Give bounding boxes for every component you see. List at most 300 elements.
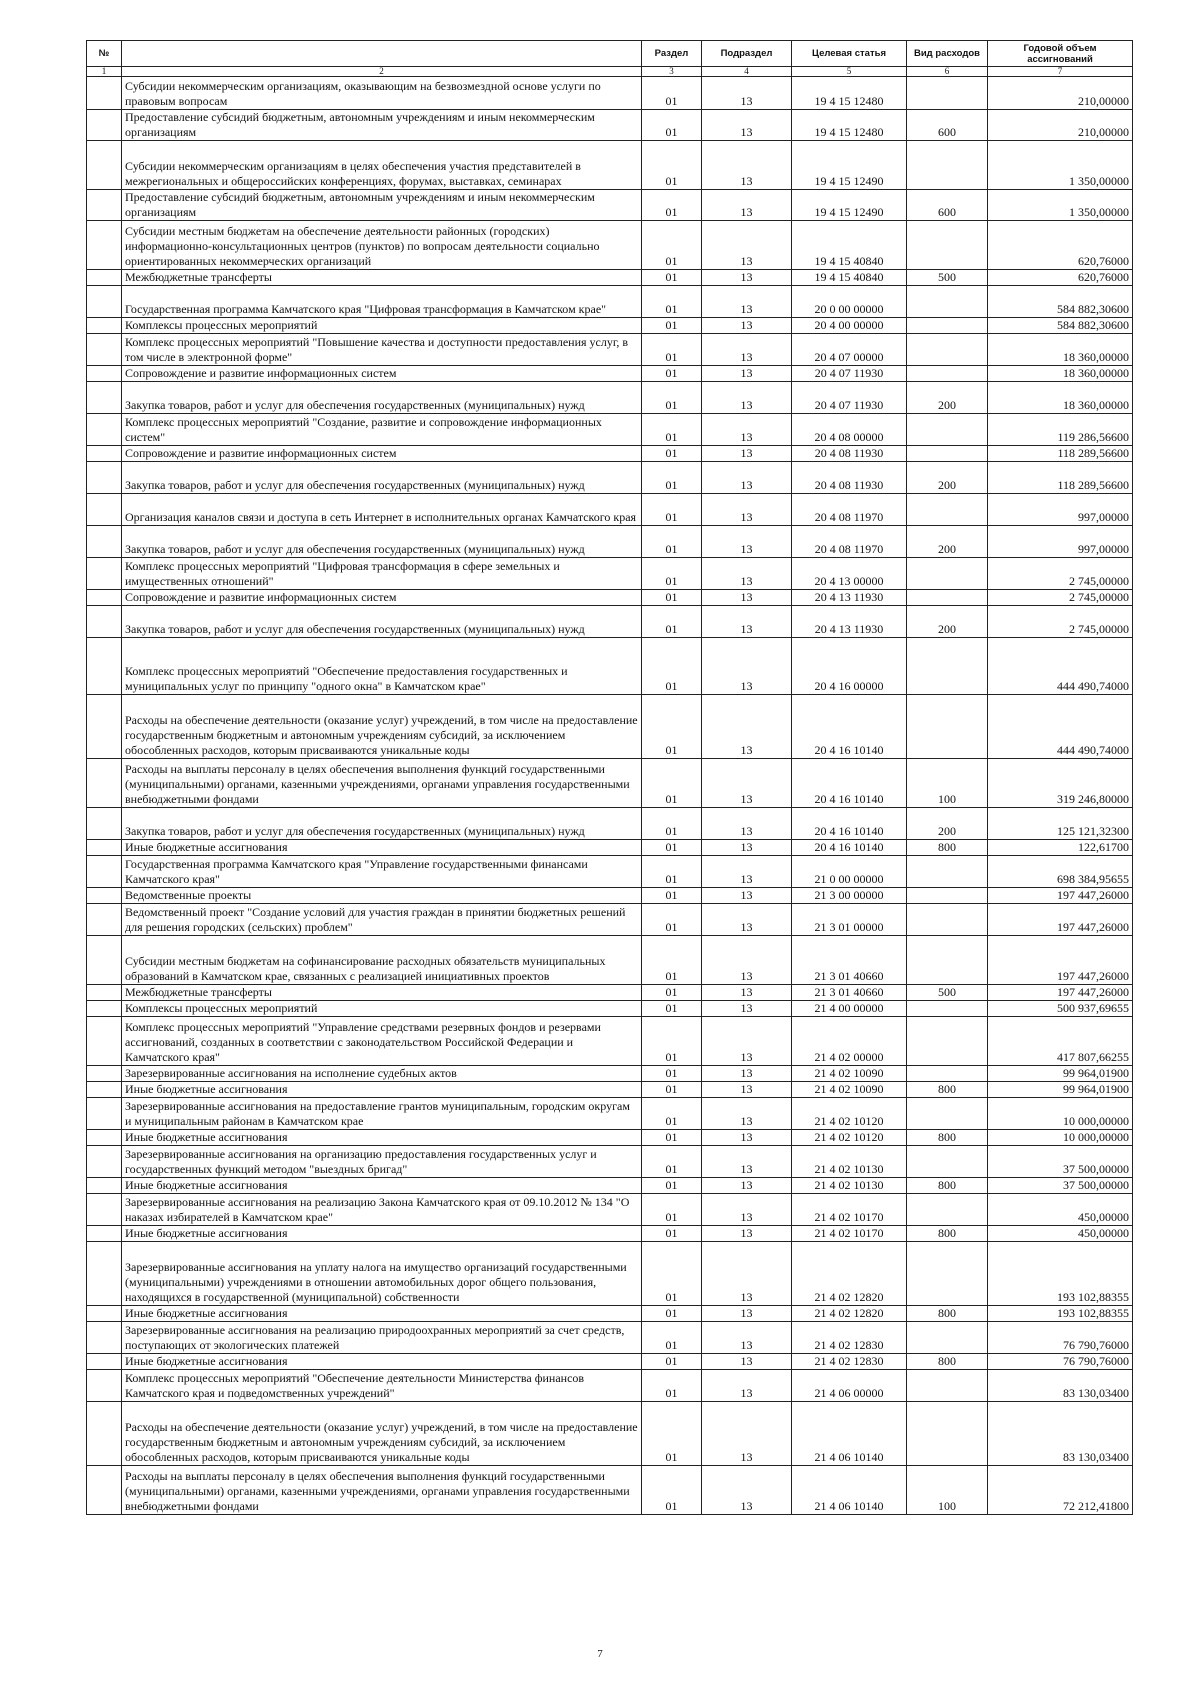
table-row [87, 1001, 1133, 1017]
amount-cell: 83 130,03400 [988, 1402, 1133, 1466]
expense-type-cell: 100 [907, 1466, 988, 1515]
item-name-cell: Зарезервированные ассигнования на организацию предоставления государственных услуг и государственных функций методом "выездных бригад" [122, 1146, 642, 1178]
subsection-cell: 13 [702, 904, 792, 936]
target-article-cell: 20 4 13 00000 [792, 558, 907, 590]
section-cell: 01 [642, 382, 702, 414]
expense-type-cell [907, 1001, 988, 1017]
section-cell: 01 [642, 759, 702, 808]
target-article-cell: 21 3 01 00000 [792, 904, 907, 936]
item-name-cell: Комплексы процессных мероприятий [122, 1001, 642, 1017]
item-name-cell: Предоставление субсидий бюджетным, автономным учреждениям и иным некоммерческим организациям [122, 110, 642, 141]
subsection-cell: 13 [702, 606, 792, 638]
row-number-cell [87, 759, 122, 808]
expense-type-cell: 800 [907, 1082, 988, 1098]
expense-type-cell [907, 221, 988, 270]
section-cell: 01 [642, 1402, 702, 1466]
section-cell: 01 [642, 638, 702, 695]
subsection-cell: 13 [702, 888, 792, 904]
expense-type-cell: 100 [907, 759, 988, 808]
row-number-cell [87, 1098, 122, 1130]
amount-cell: 83 130,03400 [988, 1370, 1133, 1402]
section-cell: 01 [642, 856, 702, 888]
target-article-cell: 21 4 06 10140 [792, 1466, 907, 1515]
col-header-target: Целевая статья [792, 41, 907, 67]
expense-type-cell: 800 [907, 1178, 988, 1194]
subsection-cell: 13 [702, 1226, 792, 1242]
section-cell: 01 [642, 462, 702, 494]
table-row [87, 382, 1133, 414]
amount-cell: 122,61700 [988, 840, 1133, 856]
col-number: 1 [87, 67, 122, 77]
amount-cell: 450,00000 [988, 1194, 1133, 1226]
section-cell: 01 [642, 1194, 702, 1226]
amount-cell: 997,00000 [988, 494, 1133, 526]
section-cell: 01 [642, 1354, 702, 1370]
amount-cell: 210,00000 [988, 77, 1133, 110]
expense-type-cell [907, 1098, 988, 1130]
expense-type-cell [907, 141, 988, 190]
item-name-cell: Сопровождение и развитие информационных систем [122, 366, 642, 382]
item-name-cell: Сопровождение и развитие информационных систем [122, 590, 642, 606]
document-page [86, 40, 1132, 1515]
item-name-cell: Иные бюджетные ассигнования [122, 1082, 642, 1098]
section-cell: 01 [642, 1066, 702, 1082]
subsection-cell: 13 [702, 382, 792, 414]
table-row [87, 110, 1133, 141]
target-article-cell: 20 4 16 00000 [792, 638, 907, 695]
table-row [87, 1242, 1133, 1306]
subsection-cell: 13 [702, 462, 792, 494]
subsection-cell: 13 [702, 856, 792, 888]
item-name-cell: Расходы на обеспечение деятельности (оказание услуг) учреждений, в том числе на предоставление государственным бюджетным и автономным учреждениям субсидий, за исключением обособленных расходов, которым присваиваются уникальные коды [122, 695, 642, 759]
subsection-cell: 13 [702, 1306, 792, 1322]
table-row [87, 590, 1133, 606]
section-cell: 01 [642, 1370, 702, 1402]
subsection-cell: 13 [702, 1082, 792, 1098]
row-number-cell [87, 1242, 122, 1306]
section-cell: 01 [642, 695, 702, 759]
item-name-cell: Комплекс процессных мероприятий "Цифровая трансформация в сфере земельных и имущественных отношений" [122, 558, 642, 590]
expense-type-cell: 800 [907, 1354, 988, 1370]
expense-type-cell: 800 [907, 1306, 988, 1322]
row-number-cell [87, 936, 122, 985]
amount-cell: 444 490,74000 [988, 695, 1133, 759]
section-cell: 01 [642, 936, 702, 985]
expense-type-cell: 200 [907, 606, 988, 638]
subsection-cell: 13 [702, 1001, 792, 1017]
table-body [87, 77, 1133, 1515]
target-article-cell: 21 4 02 10120 [792, 1098, 907, 1130]
row-number-cell [87, 1402, 122, 1466]
section-cell: 01 [642, 1098, 702, 1130]
expense-type-cell [907, 1194, 988, 1226]
amount-cell: 417 807,66255 [988, 1017, 1133, 1066]
table-row [87, 1402, 1133, 1466]
expense-type-cell [907, 590, 988, 606]
target-article-cell: 20 4 08 11930 [792, 446, 907, 462]
subsection-cell: 13 [702, 334, 792, 366]
item-name-cell: Сопровождение и развитие информационных систем [122, 446, 642, 462]
target-article-cell: 20 4 16 10140 [792, 695, 907, 759]
amount-cell: 698 384,95655 [988, 856, 1133, 888]
subsection-cell: 13 [702, 695, 792, 759]
table-row [87, 695, 1133, 759]
table-row [87, 808, 1133, 840]
item-name-cell: Государственная программа Камчатского края "Цифровая трансформация в Камчатском крае" [122, 286, 642, 318]
item-name-cell: Иные бюджетные ассигнования [122, 840, 642, 856]
target-article-cell: 21 4 02 10130 [792, 1146, 907, 1178]
amount-cell: 99 964,01900 [988, 1082, 1133, 1098]
target-article-cell: 20 4 13 11930 [792, 590, 907, 606]
section-cell: 01 [642, 590, 702, 606]
section-cell: 01 [642, 1146, 702, 1178]
item-name-cell: Иные бюджетные ассигнования [122, 1306, 642, 1322]
section-cell: 01 [642, 985, 702, 1001]
item-name-cell: Субсидии местным бюджетам на обеспечение деятельности районных (городских) информационно-консультационных центров (пунктов) по вопросам деятельности социально ориентированных некоммерческих организаций [122, 221, 642, 270]
item-name-cell: Расходы на выплаты персоналу в целях обеспечения выполнения функций государственными (муниципальными) органами, казенными учреждениями, органами управления государственными внебюджетными фондами [122, 759, 642, 808]
amount-cell: 500 937,69655 [988, 1001, 1133, 1017]
item-name-cell: Ведомственные проекты [122, 888, 642, 904]
amount-cell: 584 882,30600 [988, 318, 1133, 334]
col-number: 3 [642, 67, 702, 77]
col-number: 4 [702, 67, 792, 77]
expense-type-cell [907, 1242, 988, 1306]
table-row [87, 888, 1133, 904]
amount-cell: 118 289,56600 [988, 462, 1133, 494]
row-number-cell [87, 190, 122, 221]
target-article-cell: 21 3 00 00000 [792, 888, 907, 904]
subsection-cell: 13 [702, 1370, 792, 1402]
row-number-cell [87, 1001, 122, 1017]
row-number-cell [87, 695, 122, 759]
table-row [87, 1306, 1133, 1322]
amount-cell: 319 246,80000 [988, 759, 1133, 808]
row-number-cell [87, 606, 122, 638]
subsection-cell: 13 [702, 936, 792, 985]
amount-cell: 18 360,00000 [988, 334, 1133, 366]
table-row [87, 141, 1133, 190]
table-row [87, 270, 1133, 286]
row-number-cell [87, 1226, 122, 1242]
subsection-cell: 13 [702, 558, 792, 590]
row-number-cell [87, 1306, 122, 1322]
target-article-cell: 21 4 02 10120 [792, 1130, 907, 1146]
expense-type-cell [907, 695, 988, 759]
subsection-cell: 13 [702, 270, 792, 286]
row-number-cell [87, 1178, 122, 1194]
col-header-amount: Годовой объем ассигнований [988, 41, 1133, 67]
subsection-cell: 13 [702, 318, 792, 334]
section-cell: 01 [642, 888, 702, 904]
target-article-cell: 19 4 15 12480 [792, 110, 907, 141]
row-number-cell [87, 558, 122, 590]
amount-cell: 37 500,00000 [988, 1146, 1133, 1178]
subsection-cell: 13 [702, 221, 792, 270]
expense-type-cell [907, 638, 988, 695]
expense-type-cell: 200 [907, 808, 988, 840]
expense-type-cell: 500 [907, 985, 988, 1001]
subsection-cell: 13 [702, 1098, 792, 1130]
item-name-cell: Закупка товаров, работ и услуг для обеспечения государственных (муниципальных) нужд [122, 462, 642, 494]
item-name-cell: Иные бюджетные ассигнования [122, 1226, 642, 1242]
subsection-cell: 13 [702, 1354, 792, 1370]
row-number-cell [87, 382, 122, 414]
row-number-cell [87, 590, 122, 606]
item-name-cell: Зарезервированные ассигнования на уплату налога на имущество организаций государственными (муниципальными) учреждениями в отношении автомобильных дорог общего пользования, находящихся в государственной (муниципальной) собственности [122, 1242, 642, 1306]
amount-cell: 76 790,76000 [988, 1354, 1133, 1370]
amount-cell: 193 102,88355 [988, 1242, 1133, 1306]
subsection-cell: 13 [702, 1242, 792, 1306]
target-article-cell: 20 4 08 11970 [792, 526, 907, 558]
subsection-cell: 13 [702, 1066, 792, 1082]
amount-cell: 2 745,00000 [988, 606, 1133, 638]
subsection-cell: 13 [702, 1194, 792, 1226]
target-article-cell: 19 4 15 40840 [792, 270, 907, 286]
table-row [87, 1178, 1133, 1194]
amount-cell: 2 745,00000 [988, 590, 1133, 606]
target-article-cell: 21 4 06 10140 [792, 1402, 907, 1466]
table-row [87, 1194, 1133, 1226]
col-number: 7 [988, 67, 1133, 77]
table-row [87, 1354, 1133, 1370]
subsection-cell: 13 [702, 526, 792, 558]
item-name-cell: Иные бюджетные ассигнования [122, 1354, 642, 1370]
item-name-cell: Закупка товаров, работ и услуг для обеспечения государственных (муниципальных) нужд [122, 382, 642, 414]
col-number: 2 [122, 67, 642, 77]
section-cell: 01 [642, 141, 702, 190]
expense-type-cell: 500 [907, 270, 988, 286]
section-cell: 01 [642, 558, 702, 590]
subsection-cell: 13 [702, 190, 792, 221]
row-number-cell [87, 141, 122, 190]
section-cell: 01 [642, 840, 702, 856]
target-article-cell: 21 4 02 10090 [792, 1066, 907, 1082]
section-cell: 01 [642, 904, 702, 936]
subsection-cell: 13 [702, 286, 792, 318]
section-cell: 01 [642, 334, 702, 366]
expense-type-cell: 200 [907, 462, 988, 494]
amount-cell: 197 447,26000 [988, 904, 1133, 936]
section-cell: 01 [642, 1242, 702, 1306]
target-article-cell: 21 4 02 10170 [792, 1194, 907, 1226]
target-article-cell: 20 4 08 11970 [792, 494, 907, 526]
table-row [87, 1226, 1133, 1242]
table-row [87, 936, 1133, 985]
subsection-cell: 13 [702, 494, 792, 526]
expense-type-cell [907, 446, 988, 462]
section-cell: 01 [642, 1306, 702, 1322]
item-name-cell: Государственная программа Камчатского края "Управление государственными финансами Камчатского края" [122, 856, 642, 888]
item-name-cell: Межбюджетные трансферты [122, 985, 642, 1001]
table-row [87, 494, 1133, 526]
table-header-row [87, 41, 1133, 67]
item-name-cell: Зарезервированные ассигнования на реализацию Закона Камчатского края от 09.10.2012 № 134 "О наказах избирателей в Камчатском крае" [122, 1194, 642, 1226]
table-row [87, 462, 1133, 494]
target-article-cell: 21 4 02 00000 [792, 1017, 907, 1066]
target-article-cell: 21 4 02 12820 [792, 1306, 907, 1322]
row-number-cell [87, 318, 122, 334]
subsection-cell: 13 [702, 1017, 792, 1066]
table-row [87, 856, 1133, 888]
section-cell: 01 [642, 77, 702, 110]
row-number-cell [87, 526, 122, 558]
row-number-cell [87, 286, 122, 318]
amount-cell: 119 286,56600 [988, 414, 1133, 446]
item-name-cell: Зарезервированные ассигнования на предоставление грантов муниципальным, городским округам и муниципальным районам в Камчатском крае [122, 1098, 642, 1130]
expense-type-cell [907, 318, 988, 334]
target-article-cell: 19 4 15 12480 [792, 77, 907, 110]
subsection-cell: 13 [702, 1146, 792, 1178]
section-cell: 01 [642, 526, 702, 558]
table-row [87, 1066, 1133, 1082]
subsection-cell: 13 [702, 446, 792, 462]
section-cell: 01 [642, 110, 702, 141]
table-row [87, 190, 1133, 221]
table-row [87, 558, 1133, 590]
col-header-no: № [87, 41, 122, 67]
row-number-cell [87, 334, 122, 366]
subsection-cell: 13 [702, 1402, 792, 1466]
section-cell: 01 [642, 446, 702, 462]
expense-type-cell [907, 414, 988, 446]
page-number: 7 [597, 1648, 603, 1660]
amount-cell: 1 350,00000 [988, 141, 1133, 190]
item-name-cell: Организация каналов связи и доступа в сеть Интернет в исполнительных органах Камчатского края [122, 494, 642, 526]
expense-type-cell: 800 [907, 1226, 988, 1242]
section-cell: 01 [642, 270, 702, 286]
subsection-cell: 13 [702, 759, 792, 808]
expense-type-cell [907, 286, 988, 318]
amount-cell: 997,00000 [988, 526, 1133, 558]
row-number-cell [87, 985, 122, 1001]
table-row [87, 366, 1133, 382]
row-number-cell [87, 808, 122, 840]
subsection-cell: 13 [702, 1130, 792, 1146]
table-row [87, 334, 1133, 366]
item-name-cell: Комплекс процессных мероприятий "Обеспечение деятельности Министерства финансов Камчатского края и подведомственных учреждений" [122, 1370, 642, 1402]
target-article-cell: 20 4 07 11930 [792, 366, 907, 382]
subsection-cell: 13 [702, 985, 792, 1001]
expense-type-cell [907, 494, 988, 526]
item-name-cell: Комплексы процессных мероприятий [122, 318, 642, 334]
subsection-cell: 13 [702, 110, 792, 141]
target-article-cell: 21 4 00 00000 [792, 1001, 907, 1017]
table-row [87, 904, 1133, 936]
table-column-numbers-row [87, 67, 1133, 77]
row-number-cell [87, 1130, 122, 1146]
subsection-cell: 13 [702, 77, 792, 110]
section-cell: 01 [642, 1178, 702, 1194]
section-cell: 01 [642, 366, 702, 382]
target-article-cell: 19 4 15 12490 [792, 190, 907, 221]
section-cell: 01 [642, 1466, 702, 1515]
expense-type-cell [907, 77, 988, 110]
section-cell: 01 [642, 1130, 702, 1146]
row-number-cell [87, 1066, 122, 1082]
item-name-cell: Зарезервированные ассигнования на реализацию природоохранных мероприятий за счет средств, поступающих от экологических платежей [122, 1322, 642, 1354]
section-cell: 01 [642, 1322, 702, 1354]
expense-type-cell: 200 [907, 382, 988, 414]
target-article-cell: 21 4 02 12830 [792, 1354, 907, 1370]
subsection-cell: 13 [702, 808, 792, 840]
amount-cell: 584 882,30600 [988, 286, 1133, 318]
row-number-cell [87, 77, 122, 110]
table-row [87, 1130, 1133, 1146]
subsection-cell: 13 [702, 1466, 792, 1515]
amount-cell: 197 447,26000 [988, 888, 1133, 904]
expense-type-cell [907, 558, 988, 590]
amount-cell: 444 490,74000 [988, 638, 1133, 695]
table-row [87, 446, 1133, 462]
item-name-cell: Расходы на обеспечение деятельности (оказание услуг) учреждений, в том числе на предоставление государственным бюджетным и автономным учреждениям субсидий, за исключением обособленных расходов, которым присваиваются уникальные коды [122, 1402, 642, 1466]
col-number: 6 [907, 67, 988, 77]
item-name-cell: Закупка товаров, работ и услуг для обеспечения государственных (муниципальных) нужд [122, 606, 642, 638]
table-row [87, 318, 1133, 334]
table-row [87, 1466, 1133, 1515]
budget-table [86, 40, 1133, 1515]
item-name-cell: Зарезервированные ассигнования на исполнение судебных актов [122, 1066, 642, 1082]
row-number-cell [87, 1017, 122, 1066]
amount-cell: 450,00000 [988, 1226, 1133, 1242]
amount-cell: 125 121,32300 [988, 808, 1133, 840]
item-name-cell: Комплекс процессных мероприятий "Управление средствами резервных фондов и резервами ассигнований, созданных в соответствии с законодательством Российской Федерации и Камчатского края" [122, 1017, 642, 1066]
table-row [87, 985, 1133, 1001]
section-cell: 01 [642, 286, 702, 318]
target-article-cell: 21 4 02 10090 [792, 1082, 907, 1098]
col-header-subsection: Подраздел [702, 41, 792, 67]
row-number-cell [87, 638, 122, 695]
table-row [87, 1098, 1133, 1130]
subsection-cell: 13 [702, 414, 792, 446]
expense-type-cell [907, 904, 988, 936]
amount-cell: 18 360,00000 [988, 366, 1133, 382]
amount-cell: 210,00000 [988, 110, 1133, 141]
row-number-cell [87, 1322, 122, 1354]
row-number-cell [87, 270, 122, 286]
table-row [87, 1082, 1133, 1098]
item-name-cell: Комплекс процессных мероприятий "Обеспечение предоставления государственных и муниципальных услуг по принципу "одного окна" в Камчатском крае" [122, 638, 642, 695]
row-number-cell [87, 1082, 122, 1098]
amount-cell: 76 790,76000 [988, 1322, 1133, 1354]
target-article-cell: 20 4 16 10140 [792, 840, 907, 856]
amount-cell: 118 289,56600 [988, 446, 1133, 462]
row-number-cell [87, 1146, 122, 1178]
expense-type-cell [907, 1402, 988, 1466]
table-row [87, 77, 1133, 110]
item-name-cell: Субсидии некоммерческим организациям в целях обеспечения участия представителей в межрегиональных и общероссийских конференциях, форумах, выставках, семинарах [122, 141, 642, 190]
target-article-cell: 21 4 02 12820 [792, 1242, 907, 1306]
target-article-cell: 21 3 01 40660 [792, 985, 907, 1001]
table-row [87, 759, 1133, 808]
amount-cell: 99 964,01900 [988, 1066, 1133, 1082]
expense-type-cell [907, 856, 988, 888]
target-article-cell: 19 4 15 40840 [792, 221, 907, 270]
amount-cell: 620,76000 [988, 270, 1133, 286]
section-cell: 01 [642, 606, 702, 638]
row-number-cell [87, 888, 122, 904]
amount-cell: 37 500,00000 [988, 1178, 1133, 1194]
item-name-cell: Комплекс процессных мероприятий "Повышение качества и доступности предоставления услуг, в том числе в электронной форме" [122, 334, 642, 366]
target-article-cell: 20 4 08 00000 [792, 414, 907, 446]
expense-type-cell [907, 1322, 988, 1354]
table-row [87, 1017, 1133, 1066]
item-name-cell: Иные бюджетные ассигнования [122, 1178, 642, 1194]
item-name-cell: Субсидии некоммерческим организациям, оказывающим на безвозмездной основе услуги по правовым вопросам [122, 77, 642, 110]
item-name-cell: Закупка товаров, работ и услуг для обеспечения государственных (муниципальных) нужд [122, 808, 642, 840]
target-article-cell: 21 0 00 00000 [792, 856, 907, 888]
expense-type-cell [907, 1370, 988, 1402]
target-article-cell: 21 4 02 10170 [792, 1226, 907, 1242]
